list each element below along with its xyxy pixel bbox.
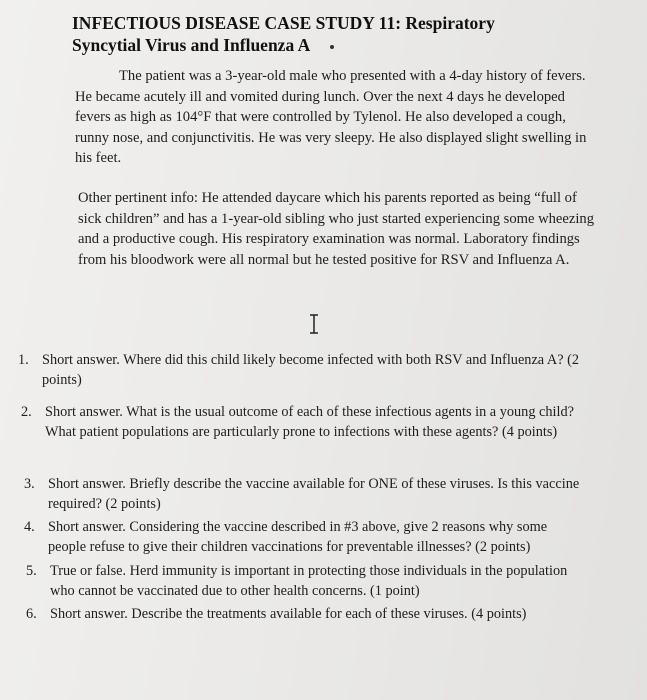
question-number: 4. [24, 519, 35, 535]
question-text: Short answer. Considering the vaccine described in #3 above, give 2 reasons why some people refuse to give their children vaccinations for preventable illnesses? (2 points) [48, 519, 548, 555]
question-text: Short answer. Describe the treatments available for each of these viruses. (4 points) [50, 606, 527, 622]
question-number: 1. [18, 352, 29, 368]
question-text: Short answer. Briefly describe the vaccine available for ONE of these viruses. Is this vaccine required? (2 points) [48, 476, 580, 512]
question-number: 3. [24, 476, 35, 492]
question-text: Short answer. What is the usual outcome of each of these infectious agents in a young child? What patient populations are particularly prone to infections with these agents? (4 points) [45, 404, 574, 440]
question-number: 2. [21, 404, 32, 420]
case-paragraph-1: The patient was a 3-year-old male who presented with a 4-day history of fevers. He became acutely ill and vomited during lunch. Over the next 4 days he developed fevers as high as 104°F that were controlled by Tylenol. He also developed a cough, runny nose, and conjunctivitis. He was very sleepy. He also displayed slight swelling in his feet. [75, 68, 587, 166]
case-paragraph-2: Other pertinent info: He attended daycare which his parents reported as being “full of sick children” and has a 1-year-old sibling who just started experiencing some wheezing and a productive cough. His respiratory examination was normal. Laboratory findings from his bloodwork were all normal but he tested positive for RSV and Influenza A. [78, 190, 595, 268]
question-number: 5. [26, 563, 37, 579]
question-number: 6. [26, 606, 37, 622]
title-line-2: Syncytial Virus and Influenza A [72, 34, 612, 56]
question-text: True or false. Herd immunity is important in protecting those individuals in the population who cannot be vaccinated due to other health concerns. (1 point) [50, 563, 568, 599]
title-line-1: INFECTIOUS DISEASE CASE STUDY 11: Respiratory [72, 13, 495, 33]
question-text: Short answer. Where did this child likely become infected with both RSV and Influenza A? (2 points) [42, 352, 580, 388]
page-title [72, 12, 612, 56]
text-cursor-icon [307, 314, 321, 334]
stray-dot [330, 45, 334, 49]
